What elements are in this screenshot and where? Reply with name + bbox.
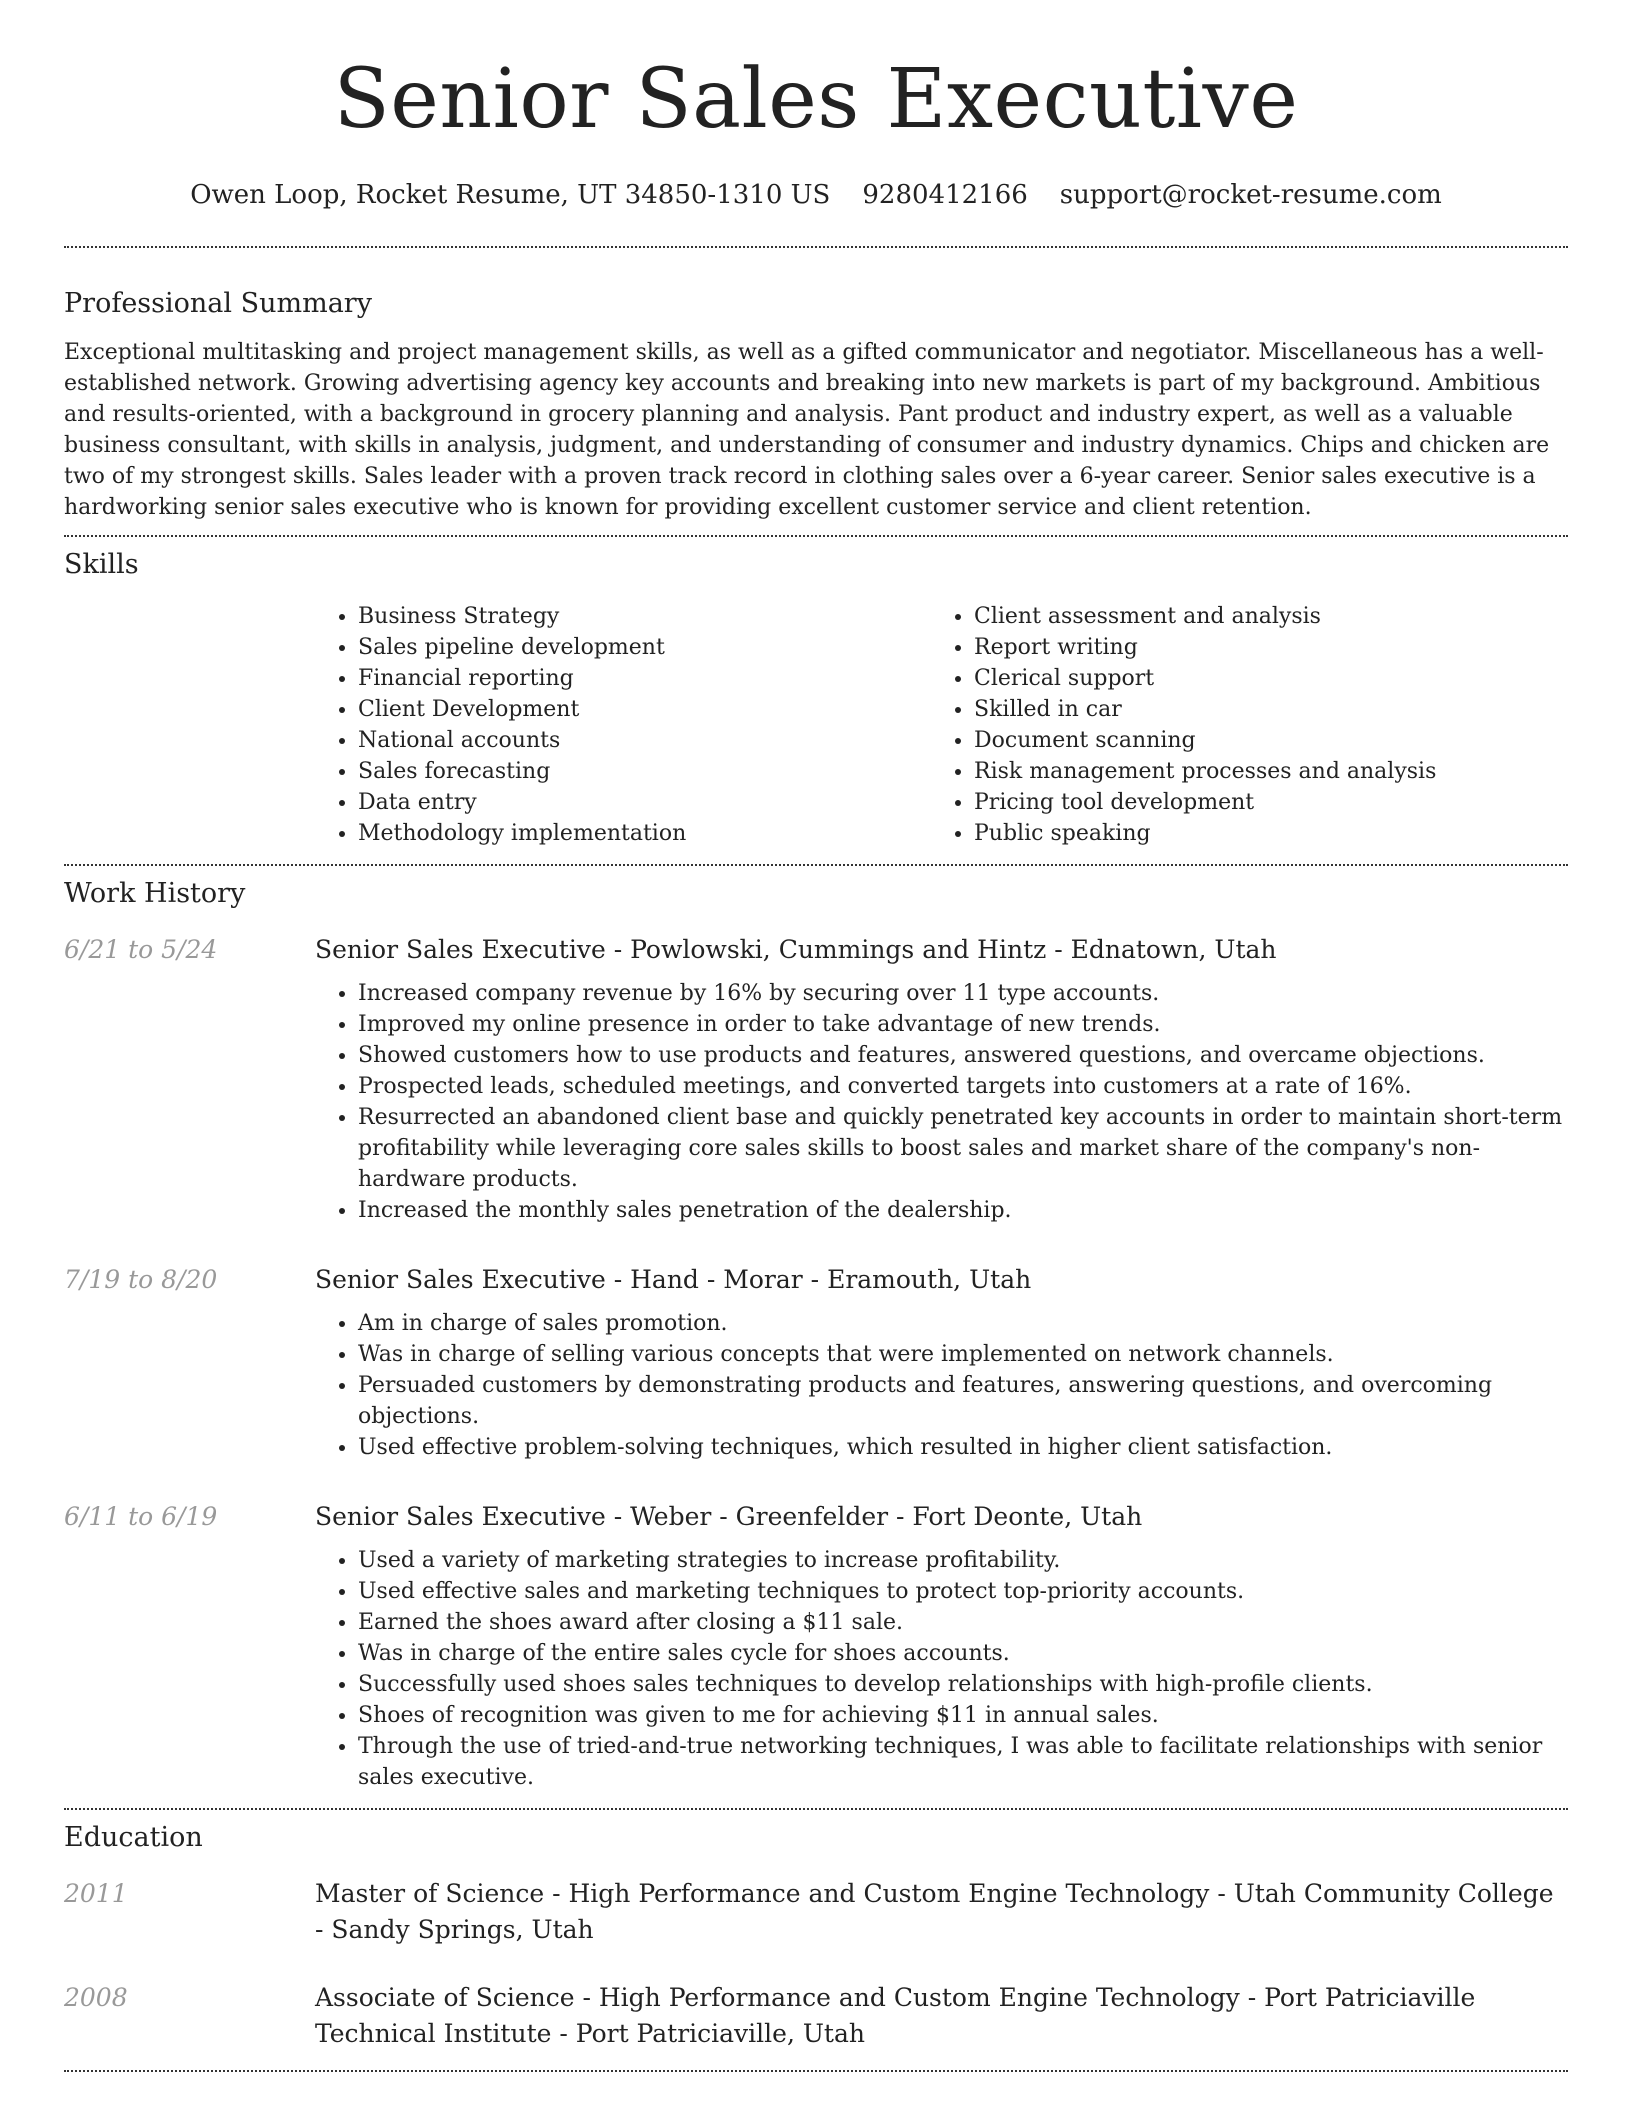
job-bullet: • Shoes of recognition was given to me for achieving $11 in annual sales. (358, 1700, 1568, 1731)
skill-item: • Document scanning (974, 725, 1568, 756)
contact-phone: 9280412166 (862, 180, 1028, 210)
job-bullet: • Persuaded customers by demonstrating products and features, answering questions, and overcoming objections. (358, 1370, 1568, 1432)
education-entry (64, 1980, 1568, 2052)
job-bullet: • Increased company revenue by 16% by securing over 11 type accounts. (358, 978, 1568, 1009)
skill-item: • Methodology implementation (358, 818, 931, 849)
job-bullet: • Used effective sales and marketing techniques to protect top-priority accounts. (358, 1576, 1568, 1607)
skill-item: • Skilled in car (974, 694, 1568, 725)
skill-item: • National accounts (358, 725, 931, 756)
skill-item: • Sales pipeline development (358, 632, 931, 663)
education-entry (64, 1876, 1568, 1948)
skill-item: • Business Strategy (358, 601, 931, 632)
job-bullet: • Improved my online presence in order to take advantage of new trends. (358, 1009, 1568, 1040)
education-year: 2008 (64, 1983, 128, 2012)
summary-text: Exceptional multitasking and project management skills, as well as a gifted communicator and negotiator. Miscellaneous has a well-established network. Growing advertising agency key accounts and breaking into new markets is part of my background. Ambitious and results-oriented, with a background in grocery planning and analysis. Pant product and industry expert, as well as a valuable business consultant, with skills in analysis, judgment, and understanding of consumer and industry dynamics. Chips and chicken are two of my strongest skills. Sales leader with a proven track record in clothing sales over a 6-year career. Senior sales executive is a hardworking senior sales executive who is known for providing excellent customer service and client retention. (64, 340, 1550, 520)
skill-item: • Clerical support (974, 663, 1568, 694)
job-details: - Weber - Greenfelder - Fort Deonte, Utah (605, 1502, 1143, 1531)
divider (64, 2070, 1568, 2072)
work-history-section (64, 866, 1568, 1808)
skill-item: • Data entry (358, 787, 931, 818)
job-bullet: • Increased the monthly sales penetration of the dealership. (358, 1195, 1568, 1226)
job-bullets (315, 1545, 1568, 1793)
job-bullet: • Successfully used shoes sales techniques to develop relationships with high-profile clients. (358, 1669, 1568, 1700)
job-bullet: • Was in charge of the entire sales cycle for shoes accounts. (358, 1638, 1568, 1669)
skills-column-1 (315, 601, 931, 849)
skill-item: • Public speaking (974, 818, 1568, 849)
skill-item: • Risk management processes and analysis (974, 756, 1568, 787)
job-dates: 7/19 to 8/20 (64, 1265, 218, 1294)
job-body (315, 932, 1568, 1226)
skills-section (64, 537, 1568, 864)
education-details: - Utah Community College - Sandy Springs, Utah (315, 1879, 1554, 1944)
job-bullet: • Used effective problem-solving techniques, which resulted in higher client satisfaction. (358, 1432, 1568, 1463)
education-heading (315, 1876, 1568, 1948)
job-bullet: • Used a variety of marketing strategies to increase profitability. (358, 1545, 1568, 1576)
job-bullet: • Showed customers how to use products and features, answered questions, and overcame objections. (358, 1040, 1568, 1071)
job-bullet: • Was in charge of selling various concepts that were implemented on network channels. (358, 1339, 1568, 1370)
contact-line (64, 178, 1568, 212)
job-bullet: • Prospected leads, scheduled meetings, and converted targets into customers at a rate of 16%. (358, 1071, 1568, 1102)
education-title: Education (64, 1822, 203, 1853)
job-entry (64, 1262, 1568, 1463)
job-details: - Hand - Morar - Eramouth, Utah (605, 1265, 1032, 1294)
job-title: Senior Sales Executive (315, 1265, 606, 1294)
contact-email: support@rocket-resume.com (1059, 180, 1442, 210)
skill-item: • Client Development (358, 694, 931, 725)
education-section (64, 1810, 1568, 2070)
skills-column-2 (931, 601, 1568, 849)
job-body (315, 1262, 1568, 1463)
job-dates: 6/21 to 5/24 (64, 935, 218, 964)
skills-title: Skills (64, 549, 139, 580)
education-degree: Associate of Science - High Performance and Custom Engine Technology (315, 1983, 1240, 2012)
skills-list (315, 601, 1568, 849)
job-bullet: • Resurrected an abandoned client base and quickly penetrated key accounts in order to maintain short-term profitability while leveraging core sales skills to boost sales and market share of the company's non-hardware products. (358, 1102, 1568, 1195)
job-bullets (315, 978, 1568, 1226)
job-heading (315, 1499, 1568, 1535)
skill-item: • Pricing tool development (974, 787, 1568, 818)
job-bullet: • Through the use of tried-and-true networking techniques, I was able to facilitate relationships with senior sales executive. (358, 1731, 1568, 1793)
education-degree: Master of Science - High Performance and Custom Engine Technology (315, 1879, 1210, 1908)
education-year: 2011 (64, 1879, 128, 1908)
job-entry (64, 932, 1568, 1226)
contact-address: Owen Loop, Rocket Resume, UT 34850-1310 US (190, 180, 831, 210)
skill-item: • Financial reporting (358, 663, 931, 694)
job-body (315, 1499, 1568, 1793)
skill-item: • Sales forecasting (358, 756, 931, 787)
resume-header (64, 0, 1568, 212)
work-history-title: Work History (64, 878, 246, 909)
skill-item: • Client assessment and analysis (974, 601, 1568, 632)
job-title: Senior Sales Executive (315, 935, 606, 964)
job-entry (64, 1499, 1568, 1793)
job-title: Senior Sales Executive (315, 1502, 606, 1531)
job-details: - Powlowski, Cummings and Hintz - Ednatown, Utah (605, 935, 1277, 964)
skill-item: • Report writing (974, 632, 1568, 663)
summary-section (64, 248, 1568, 535)
summary-title: Professional Summary (64, 288, 372, 319)
education-body (315, 1980, 1568, 2052)
job-heading (315, 932, 1568, 968)
job-bullets (315, 1308, 1568, 1463)
job-heading (315, 1262, 1568, 1298)
education-details: - Port Patriciaville Technical Institute - Port Patriciaville, Utah (315, 1983, 1476, 2048)
job-bullet: • Am in charge of sales promotion. (358, 1308, 1568, 1339)
education-body (315, 1876, 1568, 1948)
job-dates: 6/11 to 6/19 (64, 1502, 218, 1531)
job-bullet: • Earned the shoes award after closing a $11 sale. (358, 1607, 1568, 1638)
resume-name: Senior Sales Executive (333, 52, 1299, 147)
education-heading (315, 1980, 1568, 2052)
